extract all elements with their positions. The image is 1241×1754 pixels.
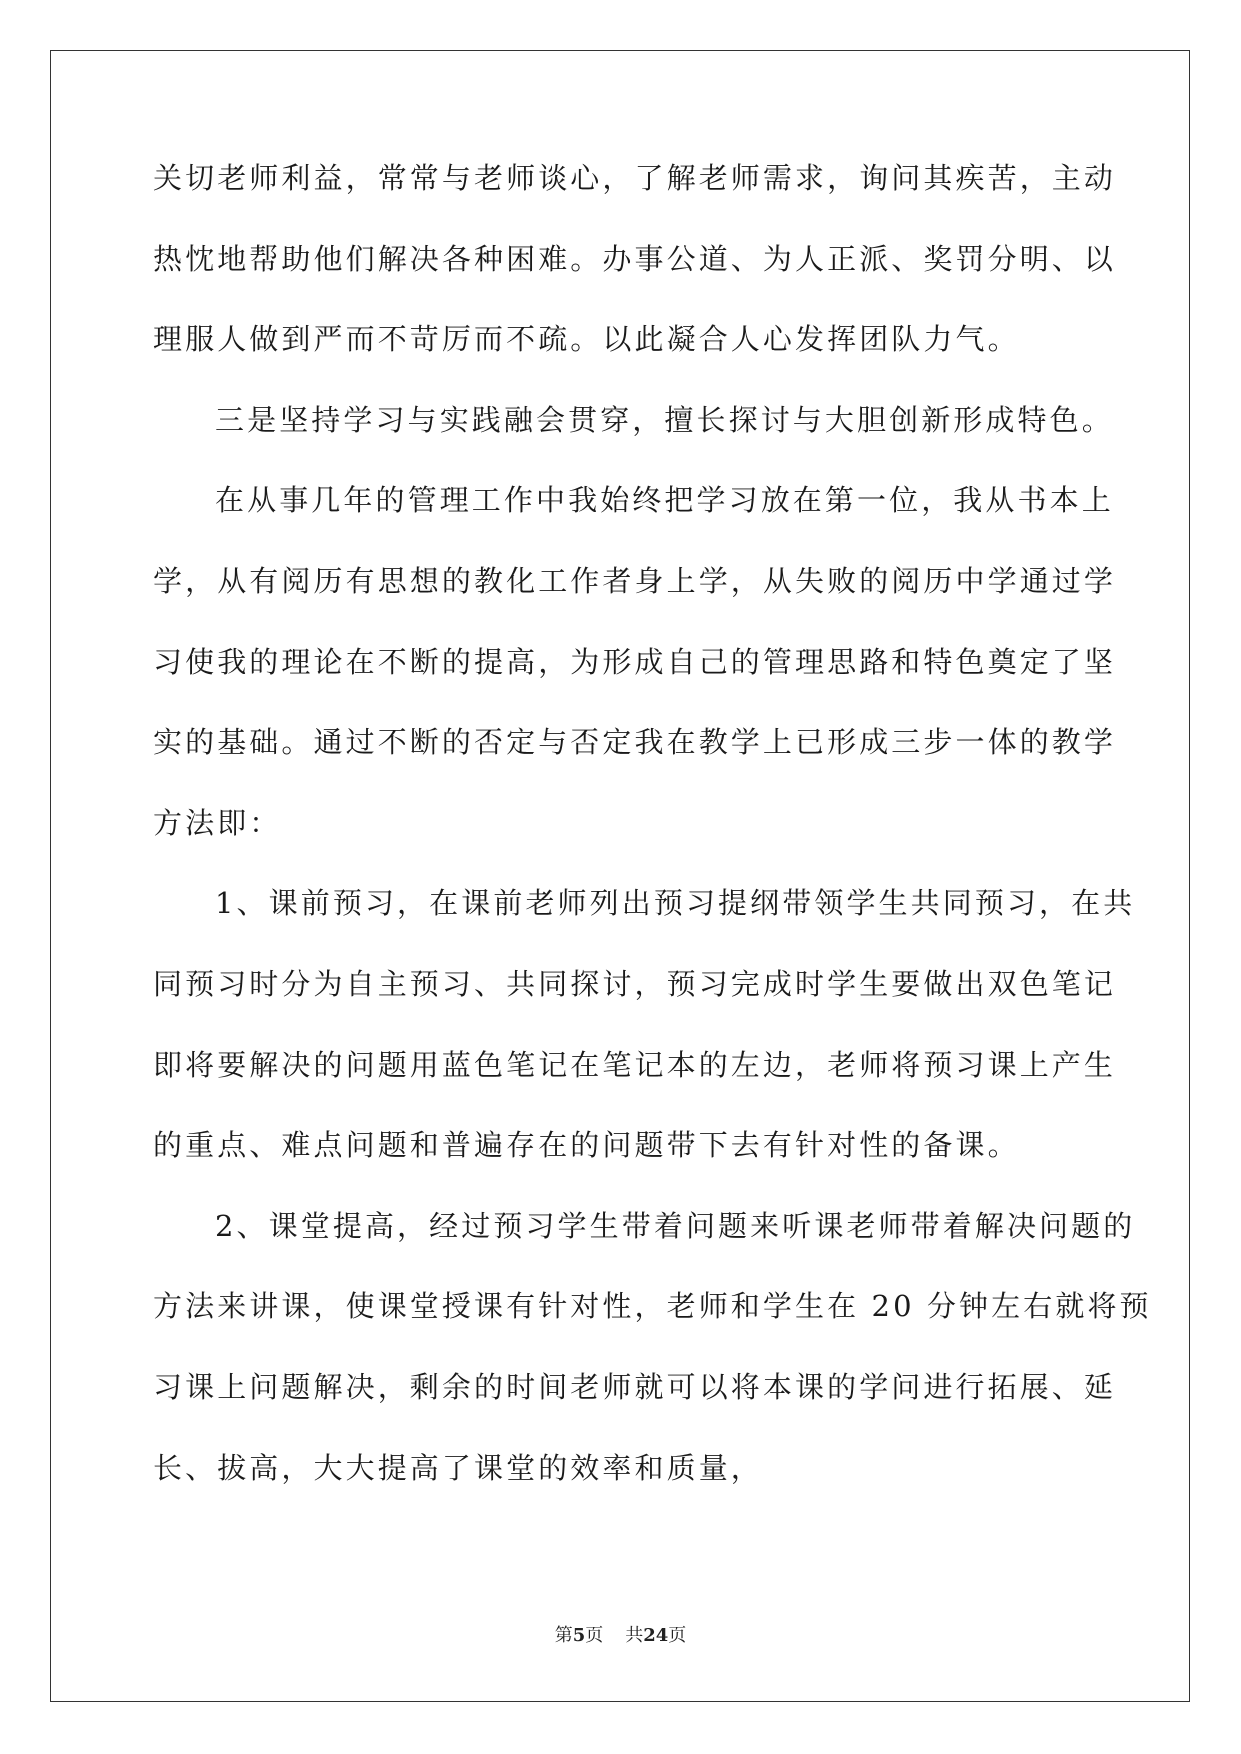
text-line: 2、课堂提高，经过预习学生带着问题来听课老师带着解决问题的: [215, 1208, 1136, 1243]
text-line: 三是坚持学习与实践融会贯穿，擅长探讨与大胆创新形成特色。: [215, 402, 1114, 437]
text-line: 方法即：: [153, 805, 282, 840]
text-line: 关切老师利益，常常与老师谈心，了解老师需求，询问其疾苦，主动: [153, 161, 1117, 195]
text-line: 在从事几年的管理工作中我始终把学习放在第一位，我从书本上: [215, 483, 1114, 518]
footer-page-suffix: 页: [585, 1625, 604, 1646]
footer-total-prefix: 共: [625, 1625, 644, 1646]
total-page-count: 24: [643, 1625, 669, 1646]
document-body: [153, 158, 1152, 1528]
text-line: 1、课前预习，在课前老师列出预习提纲带领学生共同预习，在共: [215, 886, 1136, 921]
footer-prefix: 第: [554, 1625, 573, 1646]
text-line: 理服人做到严而不苛厉而不疏。以此凝合人心发挥团队力气。: [153, 322, 1020, 357]
text-line: 方法来讲课，使课堂授课有针对性，老师和学生在 20 分钟左右就将预: [153, 1289, 1152, 1324]
text-line: 长、拔高，大大提高了课堂的效率和质量，: [153, 1450, 763, 1485]
current-page-number: 5: [572, 1625, 586, 1646]
page-footer: [0, 1624, 1241, 1648]
text-line: 实的基础。通过不断的否定与否定我在教学上已形成三步一体的教学: [153, 725, 1117, 760]
text-line: 学，从有阅历有思想的教化工作者身上学，从失败的阅历中学通过学: [153, 563, 1117, 598]
text-line: 热忱地帮助他们解决各种困难。办事公道、为人正派、奖罚分明、以: [153, 241, 1117, 276]
footer-total-suffix: 页: [668, 1625, 687, 1646]
text-line: 即将要解决的问题用蓝色笔记在笔记本的左边，老师将预习课上产生: [153, 1047, 1117, 1082]
text-line: 习使我的理论在不断的提高，为形成自己的管理思路和特色奠定了坚: [153, 644, 1117, 679]
text-line: 的重点、难点问题和普遍存在的问题带下去有针对性的备课。: [153, 1128, 1020, 1163]
text-line: 习课上问题解决，剩余的时间老师就可以将本课的学问进行拓展、延: [153, 1369, 1117, 1404]
text-line: 同预习时分为自主预习、共同探讨，预习完成时学生要做出双色笔记: [153, 966, 1117, 1001]
